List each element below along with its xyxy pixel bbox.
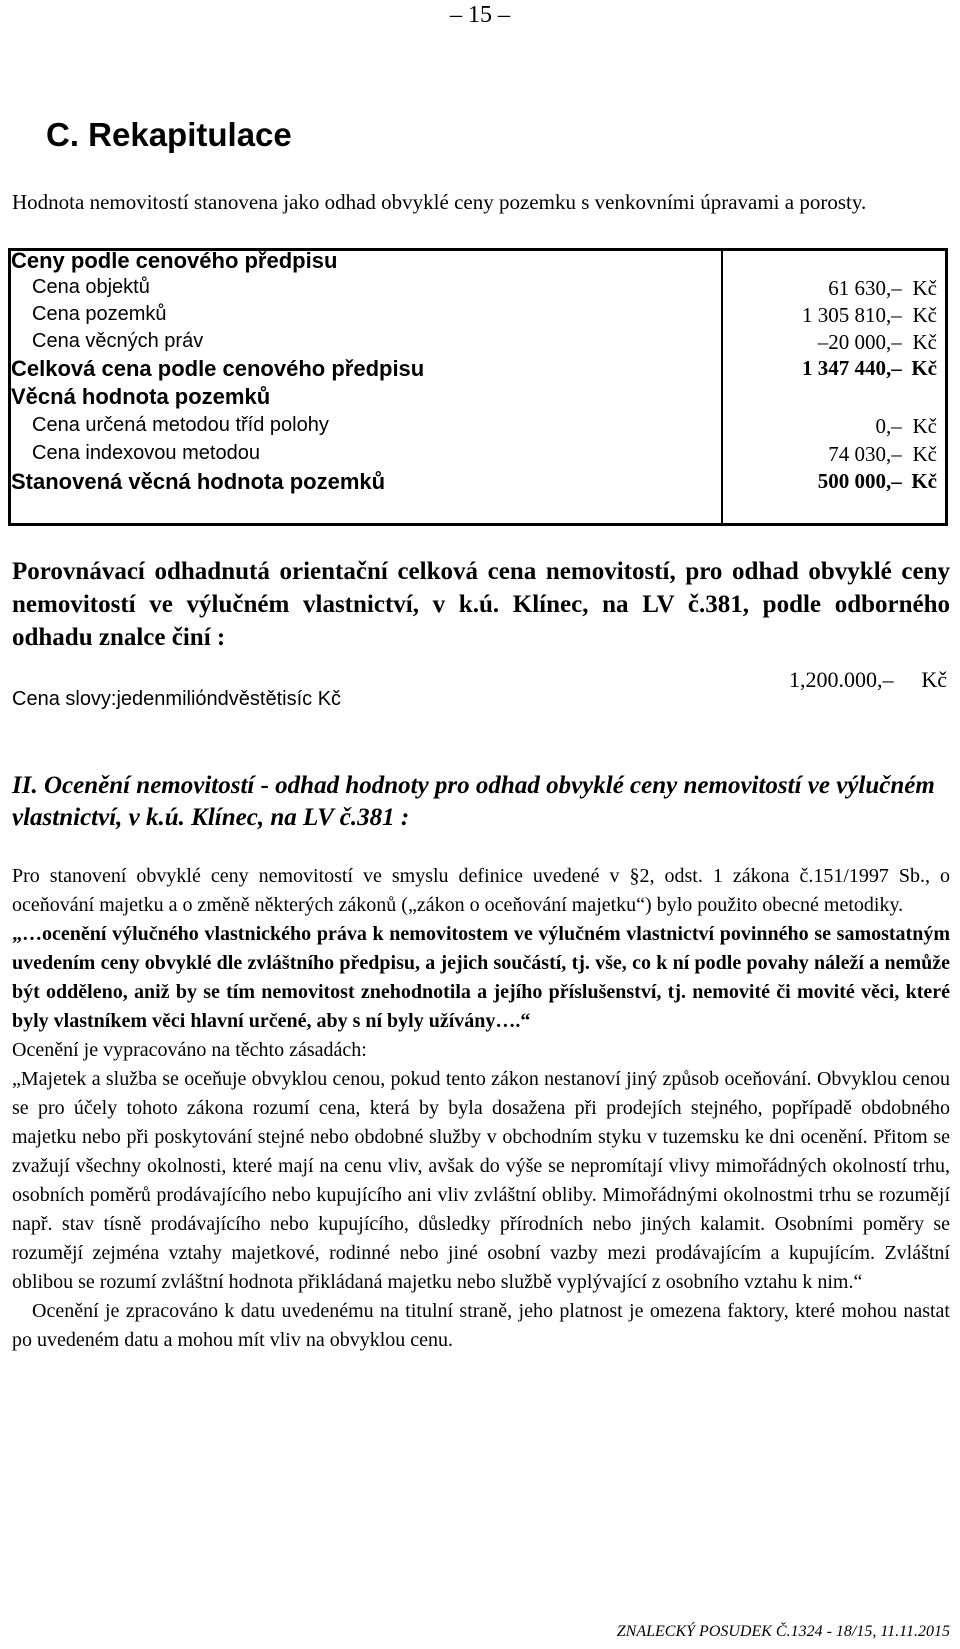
table-row: [11, 303, 945, 332]
table-row: [11, 414, 945, 443]
comparative-statement: Porovnávací odhadnutá orientační celková cena nemovitostí, pro odhad obvyklé ceny nemovitostí ve výlučném vlastnictví, v k.ú. Klínec, na LV č.381, podle odborného odhadu znalce činí :: [12, 558, 950, 651]
row-value: 0,– Kč: [875, 414, 937, 438]
price-in-words: Cena slovy:jedenmiliόndvěstětisíc Kč: [12, 688, 342, 710]
row-label: Cena určená metodou tříd polohy: [32, 414, 329, 436]
page-number: – 15 –: [450, 2, 510, 28]
heading-label: Věcná hodnota pozemků: [11, 384, 271, 409]
total-label: Stanovená věcná hodnota pozemků: [11, 469, 386, 494]
section-2-heading: II. Ocenění nemovitostí - odhad hodnoty pro odhad obvyklé ceny nemovitostí ve výlučném vlastnictví, v k.ú. Klínec, na LV č.381 :: [12, 772, 935, 831]
row-label: Cena věcných práv: [32, 330, 204, 352]
table-row: [11, 442, 945, 471]
heading-label: Ceny podle cenového předpisu: [11, 248, 338, 273]
paragraph-principles: „Majetek a služba se oceňuje obvyklou cenou, pokud tento zákon nestanoví jiný způsob oceňování. Obvyklou cenou se pro účely tohoto zákona rozumí cena, která by byla dosažena při prodejích stejného, popřípadě obdobného majetku nebo při poskytování stejné nebo obdobné služby v obchodním styku v tuzemsku ke dni ocenění. Přitom se zvažují všechny okolnosti, které mají na cenu vliv, avšak do výše se nepromítají vlivy mimořádných okolností trhu, osobních poměrů prodávajícího nebo kupujícího ani vliv zvláštní obliby. Mimořádnými okolnostmi trhu se rozumějí např. stav tísně prodávajícího nebo kupujícího, důsledky přírodních nebo jiných kalamit. Osobními poměry se rozumějí zejména vztahy majetkové, rodinné nebo jiné osobní vazby mezi prodávajícím a kupujícím. Zvláštní oblibou se rozumí zvláštní hodnota přikládaná majetku nebo službě vyplývající z osobního vztahu k nim.“: [12, 1068, 950, 1293]
row-value: 74 030,– Kč: [828, 442, 937, 466]
comparative-value: 1,200.000,– Kč: [789, 667, 947, 692]
row-value: –20 000,– Kč: [817, 330, 937, 354]
total-label: Celková cena podle cenového předpisu: [11, 356, 425, 381]
table-total-row: [11, 469, 945, 498]
section-title: C. Rekapitulace: [46, 116, 292, 153]
row-label: Cena pozemků: [32, 303, 167, 325]
row-label: Cena objektů: [32, 276, 150, 298]
recap-table: [8, 248, 948, 526]
row-label: Cena indexovou metodou: [32, 442, 260, 464]
paragraph-principles-intro: Ocenění je vypracováno na těchto zásadách:: [12, 1039, 367, 1061]
paragraph-quote-scope: „…ocenění výlučného vlastnického práva k nemovitostem ve výlučném vlastnictví povinného se samostatným uvedením ceny obvyklé dle zvláštního předpisu, a jejich součástí, tj. vše, co k ní podle povahy náleží a nemůže být odděleno, aniž by se tím nemovitost znehodnotila a jejího příslušenství, tj. nemovité či movité věci, které byly vlastníkem věci hlavní určené, aby s ní byly užívány….“: [12, 923, 950, 1032]
table-heading-prices: [11, 248, 945, 277]
intro-text: Hodnota nemovitostí stanovena jako odhad obvyklé ceny pozemku s venkovními úpravami a porosty.: [12, 190, 867, 214]
table-heading-land: [11, 384, 945, 413]
row-value: 61 630,– Kč: [828, 276, 937, 300]
table-row: [11, 276, 945, 305]
paragraph-validity: Ocenění je zpracováno k datu uvedenému na titulní straně, jeho platnost je omezena faktory, které mohou nastat po uvedeném datu a mohou mít vliv na obvyklou cenu.: [12, 1300, 950, 1351]
total-value: 500 000,– Kč: [817, 469, 937, 493]
table-row: [11, 330, 945, 359]
footer: ZNALECKÝ POSUDEK Č.1324 - 18/15, 11.11.2015: [616, 1623, 950, 1640]
total-value: 1 347 440,– Kč: [802, 356, 937, 380]
row-value: 1 305 810,– Kč: [802, 303, 937, 327]
body-text: [12, 862, 950, 1355]
paragraph-methodology: Pro stanovení obvyklé ceny nemovitostí ve smyslu definice uvedené v §2, odst. 1 zákona č.151/1997 Sb., o oceňování majetku a o změně některých zákonů („zákon o oceňování majetku“) bylo použito obecné metodiky.: [12, 865, 950, 916]
table-total-row: [11, 356, 945, 385]
